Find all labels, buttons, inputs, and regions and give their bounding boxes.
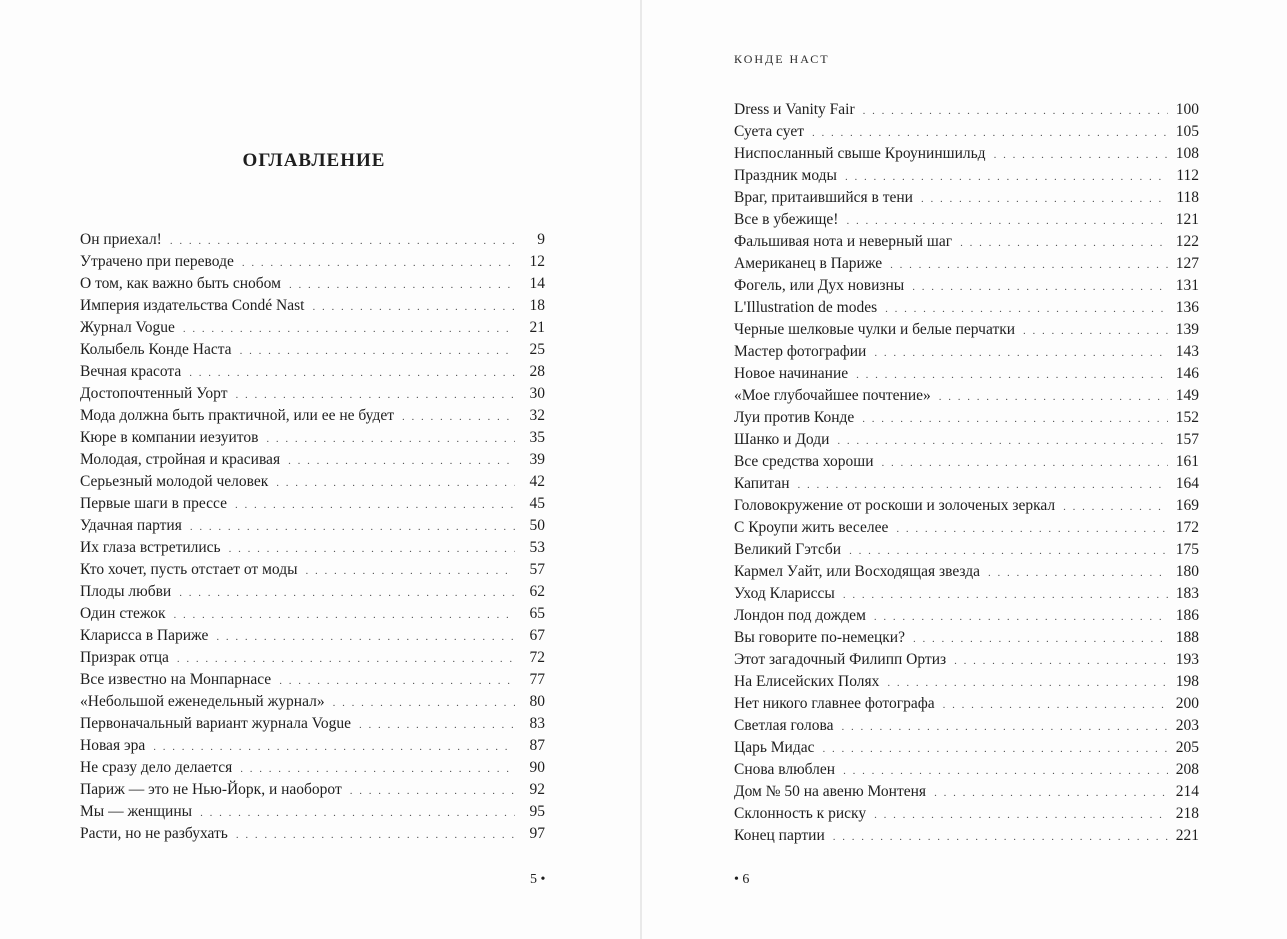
toc-entry-page: 118	[1176, 189, 1199, 206]
toc-entry-title: Уход Клариссы	[734, 585, 835, 602]
toc-entry-title: Луи против Конде	[734, 409, 855, 426]
toc-entry	[80, 361, 545, 383]
dot-leader	[359, 714, 515, 736]
toc-entry	[734, 187, 1199, 209]
toc-entry-page: 92	[529, 781, 545, 798]
toc-entry-title: Кюре в компании иезуитов	[80, 429, 259, 446]
toc-entry-page: 87	[529, 737, 545, 754]
toc-entry-page: 108	[1175, 145, 1199, 162]
toc-entry	[734, 715, 1199, 737]
dot-leader	[242, 252, 515, 274]
toc-right-column	[734, 99, 1199, 847]
toc-entry-page: 67	[529, 627, 545, 644]
dot-leader	[837, 430, 1167, 452]
dot-leader	[276, 472, 515, 494]
toc-entry-title: Новая эра	[80, 737, 146, 754]
toc-entry-page: 221	[1175, 827, 1199, 844]
dot-leader	[845, 166, 1168, 188]
dot-leader	[1063, 496, 1168, 518]
toc-entry	[80, 471, 545, 493]
toc-entry	[80, 581, 545, 603]
toc-entry-page: 21	[529, 319, 545, 336]
toc-entry-page: 149	[1175, 387, 1199, 404]
toc-entry-page: 157	[1175, 431, 1199, 448]
toc-entry-page: 200	[1175, 695, 1199, 712]
toc-entry-title: Удачная партия	[80, 517, 182, 534]
toc-entry-title: Он приехал!	[80, 231, 162, 248]
toc-entry	[80, 449, 545, 471]
toc-entry	[80, 515, 545, 537]
toc-entry-title: Нет никого главнее фотографа	[734, 695, 935, 712]
toc-entry-title: Dress и Vanity Fair	[734, 101, 855, 118]
toc-entry-page: 131	[1175, 277, 1199, 294]
toc-entry	[80, 273, 545, 295]
toc-entry-title: Ниспосланный свыше Кроуниншильд	[734, 145, 986, 162]
dot-leader	[843, 760, 1168, 782]
toc-left-column	[80, 229, 545, 845]
toc-entry-page: 161	[1175, 453, 1199, 470]
toc-entry-page: 28	[529, 363, 545, 380]
dot-leader	[887, 672, 1167, 694]
toc-entry-title: Склонность к риску	[734, 805, 867, 822]
toc-entry-page: 164	[1175, 475, 1199, 492]
toc-entry	[734, 693, 1199, 715]
dot-leader	[153, 736, 515, 758]
toc-entry-title: Париж — это не Нью-Йорк, и наоборот	[80, 781, 342, 798]
dot-leader	[912, 276, 1168, 298]
dot-leader	[312, 296, 515, 318]
toc-entry	[734, 231, 1199, 253]
toc-entry-page: 188	[1175, 629, 1199, 646]
dot-leader	[849, 540, 1168, 562]
toc-entry-page: 14	[529, 275, 545, 292]
dot-leader	[874, 606, 1168, 628]
toc-entry-title: Их глаза встретились	[80, 539, 221, 556]
toc-entry-page: 146	[1175, 365, 1199, 382]
dot-leader	[183, 318, 515, 340]
toc-entry-page: 180	[1175, 563, 1199, 580]
toc-entry-title: Все в убежище!	[734, 211, 839, 228]
dot-leader	[890, 254, 1168, 276]
toc-entry-title: Фальшивая нота и неверный шаг	[734, 233, 953, 250]
toc-entry	[80, 625, 545, 647]
toc-entry-title: Царь Мидас	[734, 739, 815, 756]
toc-entry-page: 77	[529, 671, 545, 688]
toc-entry-page: 172	[1175, 519, 1199, 536]
dot-leader	[229, 538, 515, 560]
toc-entry-title: Снова влюблен	[734, 761, 836, 778]
toc-entry-page: 214	[1175, 783, 1199, 800]
dot-leader	[960, 232, 1168, 254]
toc-entry	[734, 385, 1199, 407]
dot-leader	[177, 648, 515, 670]
toc-entry-page: 39	[529, 451, 545, 468]
dot-leader	[240, 340, 515, 362]
toc-entry-title: Дом № 50 на авеню Монтеня	[734, 783, 927, 800]
toc-entry-page: 112	[1176, 167, 1199, 184]
toc-entry	[80, 229, 545, 251]
toc-entry	[734, 253, 1199, 275]
toc-entry-title: Первые шаги в прессе	[80, 495, 227, 512]
toc-entry-title: Плоды любви	[80, 583, 172, 600]
toc-entry-title: Призрак отца	[80, 649, 169, 666]
dot-leader	[913, 628, 1168, 650]
toc-entry-title: Суета сует	[734, 123, 804, 140]
dot-leader	[862, 408, 1167, 430]
toc-entry	[80, 493, 545, 515]
dot-leader	[306, 560, 516, 582]
dot-leader	[846, 210, 1167, 232]
toc-entry-page: 45	[529, 495, 545, 512]
toc-entry	[734, 671, 1199, 693]
dot-leader	[954, 650, 1168, 672]
dot-leader	[1023, 320, 1168, 342]
toc-entry-page: 9	[537, 231, 545, 248]
page-number-left: 5 •	[530, 872, 546, 887]
toc-entry-title: Черные шелковые чулки и белые перчатки	[734, 321, 1016, 338]
toc-entry	[80, 757, 545, 779]
dot-leader	[874, 342, 1167, 364]
toc-entry-page: 100	[1175, 101, 1199, 118]
toc-entry-page: 186	[1175, 607, 1199, 624]
toc-entry-title: Все средства хороши	[734, 453, 874, 470]
dot-leader	[988, 562, 1168, 584]
toc-entry	[734, 649, 1199, 671]
toc-entry-title: Мода должна быть практичной, или ее не будет	[80, 407, 394, 424]
dot-leader	[841, 716, 1167, 738]
toc-entry-page: 42	[529, 473, 545, 490]
toc-entry-title: Лондон под дождем	[734, 607, 866, 624]
toc-entry-page: 97	[529, 825, 545, 842]
toc-entry	[734, 363, 1199, 385]
toc-entry-page: 65	[529, 605, 545, 622]
toc-entry	[80, 647, 545, 669]
toc-entry-title: О том, как важно быть снобом	[80, 275, 281, 292]
dot-leader	[833, 826, 1168, 848]
toc-entry-page: 205	[1175, 739, 1199, 756]
toc-entry-title: Великий Гэтсби	[734, 541, 842, 558]
toc-entry	[734, 605, 1199, 627]
toc-entry	[734, 781, 1199, 803]
toc-entry-page: 122	[1175, 233, 1199, 250]
toc-entry-page: 152	[1175, 409, 1199, 426]
toc-entry-page: 32	[529, 407, 545, 424]
toc-title: ОГЛАВЛЕНИЕ	[242, 150, 386, 171]
toc-entry-title: Достопочтенный Уорт	[80, 385, 228, 402]
toc-entry-page: 127	[1175, 255, 1199, 272]
toc-entry-title: Вы говорите по-немецки?	[734, 629, 905, 646]
toc-entry	[80, 317, 545, 339]
toc-entry-page: 139	[1175, 321, 1199, 338]
toc-entry	[734, 165, 1199, 187]
toc-entry	[80, 427, 545, 449]
toc-entry	[734, 737, 1199, 759]
toc-entry	[734, 583, 1199, 605]
toc-entry-page: 83	[529, 715, 545, 732]
dot-leader	[994, 144, 1168, 166]
toc-entry-title: Колыбель Конде Наста	[80, 341, 232, 358]
toc-entry	[734, 297, 1199, 319]
toc-entry-title: Расти, но не разбухать	[80, 825, 228, 842]
toc-entry	[734, 759, 1199, 781]
toc-entry	[734, 99, 1199, 121]
toc-entry-page: 18	[529, 297, 545, 314]
toc-entry-title: На Елисейских Полях	[734, 673, 880, 690]
dot-leader	[288, 450, 515, 472]
toc-entry	[80, 603, 545, 625]
dot-leader	[173, 604, 515, 626]
toc-entry	[734, 627, 1199, 649]
dot-leader	[279, 670, 515, 692]
dot-leader	[856, 364, 1168, 386]
toc-entry-page: 53	[529, 539, 545, 556]
toc-entry	[80, 713, 545, 735]
toc-entry-page: 80	[529, 693, 545, 710]
toc-entry-page: 90	[529, 759, 545, 776]
toc-entry	[80, 691, 545, 713]
toc-entry	[80, 405, 545, 427]
toc-entry	[80, 559, 545, 581]
toc-entry	[734, 803, 1199, 825]
toc-entry	[734, 429, 1199, 451]
toc-entry-title: Молодая, стройная и красивая	[80, 451, 281, 468]
dot-leader	[190, 516, 515, 538]
toc-entry	[734, 143, 1199, 165]
toc-entry-page: 143	[1175, 343, 1199, 360]
toc-entry-title: Головокружение от роскоши и золоченых зеркал	[734, 497, 1056, 514]
dot-leader	[289, 274, 515, 296]
toc-entry-page: 175	[1175, 541, 1199, 558]
toc-entry-page: 50	[529, 517, 545, 534]
toc-entry-page: 95	[529, 803, 545, 820]
toc-entry-page: 208	[1175, 761, 1199, 778]
toc-entry-title: Американец в Париже	[734, 255, 883, 272]
toc-entry	[80, 339, 545, 361]
toc-entry-page: 203	[1175, 717, 1199, 734]
dot-leader	[179, 582, 515, 604]
toc-entry	[734, 121, 1199, 143]
dot-leader	[240, 758, 515, 780]
toc-entry	[80, 801, 545, 823]
dot-leader	[266, 428, 515, 450]
toc-entry	[80, 251, 545, 273]
dot-leader	[812, 122, 1168, 144]
toc-entry-title: Кармел Уайт, или Восходящая звезда	[734, 563, 981, 580]
toc-entry-page: 218	[1175, 805, 1199, 822]
toc-entry-title: Этот загадочный Филипп Ортиз	[734, 651, 947, 668]
dot-leader	[200, 802, 515, 824]
toc-entry-title: Шанко и Доди	[734, 431, 830, 448]
toc-entry	[734, 473, 1199, 495]
toc-entry-title: Светлая голова	[734, 717, 834, 734]
toc-entry-title: С Кроупи жить веселее	[734, 519, 889, 536]
toc-entry-page: 30	[529, 385, 545, 402]
dot-leader	[863, 100, 1168, 122]
dot-leader	[170, 230, 515, 252]
toc-entry-title: Кларисса в Париже	[80, 627, 209, 644]
toc-entry	[80, 823, 545, 845]
running-head: КОНДЕ НАСТ	[734, 52, 830, 66]
toc-entry-title: Один стежок	[80, 605, 166, 622]
toc-entry-title: Журнал Vogue	[80, 319, 175, 336]
dot-leader	[934, 782, 1168, 804]
toc-entry	[734, 561, 1199, 583]
toc-entry-page: 62	[529, 583, 545, 600]
dot-leader	[350, 780, 515, 802]
toc-entry	[734, 539, 1199, 561]
toc-entry-title: Первоначальный вариант журнала Vogue	[80, 715, 352, 732]
toc-entry	[734, 825, 1199, 847]
dot-leader	[882, 452, 1168, 474]
toc-entry-page: 105	[1175, 123, 1199, 140]
toc-entry	[734, 275, 1199, 297]
toc-entry-title: Серьезный молодой человек	[80, 473, 269, 490]
dot-leader	[236, 824, 515, 846]
toc-entry	[734, 517, 1199, 539]
toc-entry	[734, 341, 1199, 363]
dot-leader	[943, 694, 1168, 716]
toc-entry-title: «Мое глубочайшее почтение»	[734, 387, 931, 404]
toc-entry	[734, 495, 1199, 517]
toc-entry-title: Вечная красота	[80, 363, 182, 380]
toc-entry-title: L'Illustration de modes	[734, 299, 878, 316]
dot-leader	[333, 692, 515, 714]
toc-entry-title: Мы — женщины	[80, 803, 193, 820]
toc-entry-title: Не сразу дело делается	[80, 759, 233, 776]
toc-entry-page: 25	[529, 341, 545, 358]
toc-entry	[734, 407, 1199, 429]
toc-entry-title: Мастер фотографии	[734, 343, 867, 360]
dot-leader	[235, 384, 515, 406]
toc-entry	[734, 319, 1199, 341]
toc-entry-title: Конец партии	[734, 827, 825, 844]
dot-leader	[235, 494, 515, 516]
toc-entry-title: Утрачено при переводе	[80, 253, 234, 270]
toc-entry	[80, 735, 545, 757]
toc-entry-title: Империя издательства Condé Nast	[80, 297, 305, 314]
toc-entry-title: Все известно на Монпарнасе	[80, 671, 272, 688]
toc-entry-page: 169	[1175, 497, 1199, 514]
toc-entry	[80, 669, 545, 691]
toc-entry-page: 57	[529, 561, 545, 578]
page-number-right: • 6	[734, 872, 750, 887]
toc-entry	[80, 779, 545, 801]
dot-leader	[885, 298, 1168, 320]
dot-leader	[189, 362, 515, 384]
toc-entry-page: 12	[529, 253, 545, 270]
toc-entry-page: 72	[529, 649, 545, 666]
toc-entry-title: Фогель, или Дух новизны	[734, 277, 905, 294]
toc-entry	[734, 451, 1199, 473]
toc-entry-page: 183	[1175, 585, 1199, 602]
toc-entry-page: 198	[1175, 673, 1199, 690]
toc-entry-title: Капитан	[734, 475, 790, 492]
toc-entry-page: 193	[1175, 651, 1199, 668]
dot-leader	[921, 188, 1168, 210]
dot-leader	[402, 406, 515, 428]
toc-entry-page: 121	[1175, 211, 1199, 228]
toc-entry-title: Кто хочет, пусть отстает от моды	[80, 561, 298, 578]
dot-leader	[874, 804, 1168, 826]
toc-entry	[80, 537, 545, 559]
toc-entry	[80, 295, 545, 317]
dot-leader	[843, 584, 1168, 606]
toc-entry	[80, 383, 545, 405]
toc-entry-title: «Небольшой еженедельный журнал»	[80, 693, 325, 710]
toc-entry-title: Новое начинание	[734, 365, 849, 382]
dot-leader	[939, 386, 1168, 408]
dot-leader	[798, 474, 1168, 496]
toc-entry-title: Праздник моды	[734, 167, 837, 184]
toc-entry-page: 35	[529, 429, 545, 446]
dot-leader	[216, 626, 515, 648]
toc-entry	[734, 209, 1199, 231]
dot-leader	[823, 738, 1168, 760]
toc-entry-page: 136	[1175, 299, 1199, 316]
dot-leader	[896, 518, 1167, 540]
toc-entry-title: Враг, притаившийся в тени	[734, 189, 913, 206]
